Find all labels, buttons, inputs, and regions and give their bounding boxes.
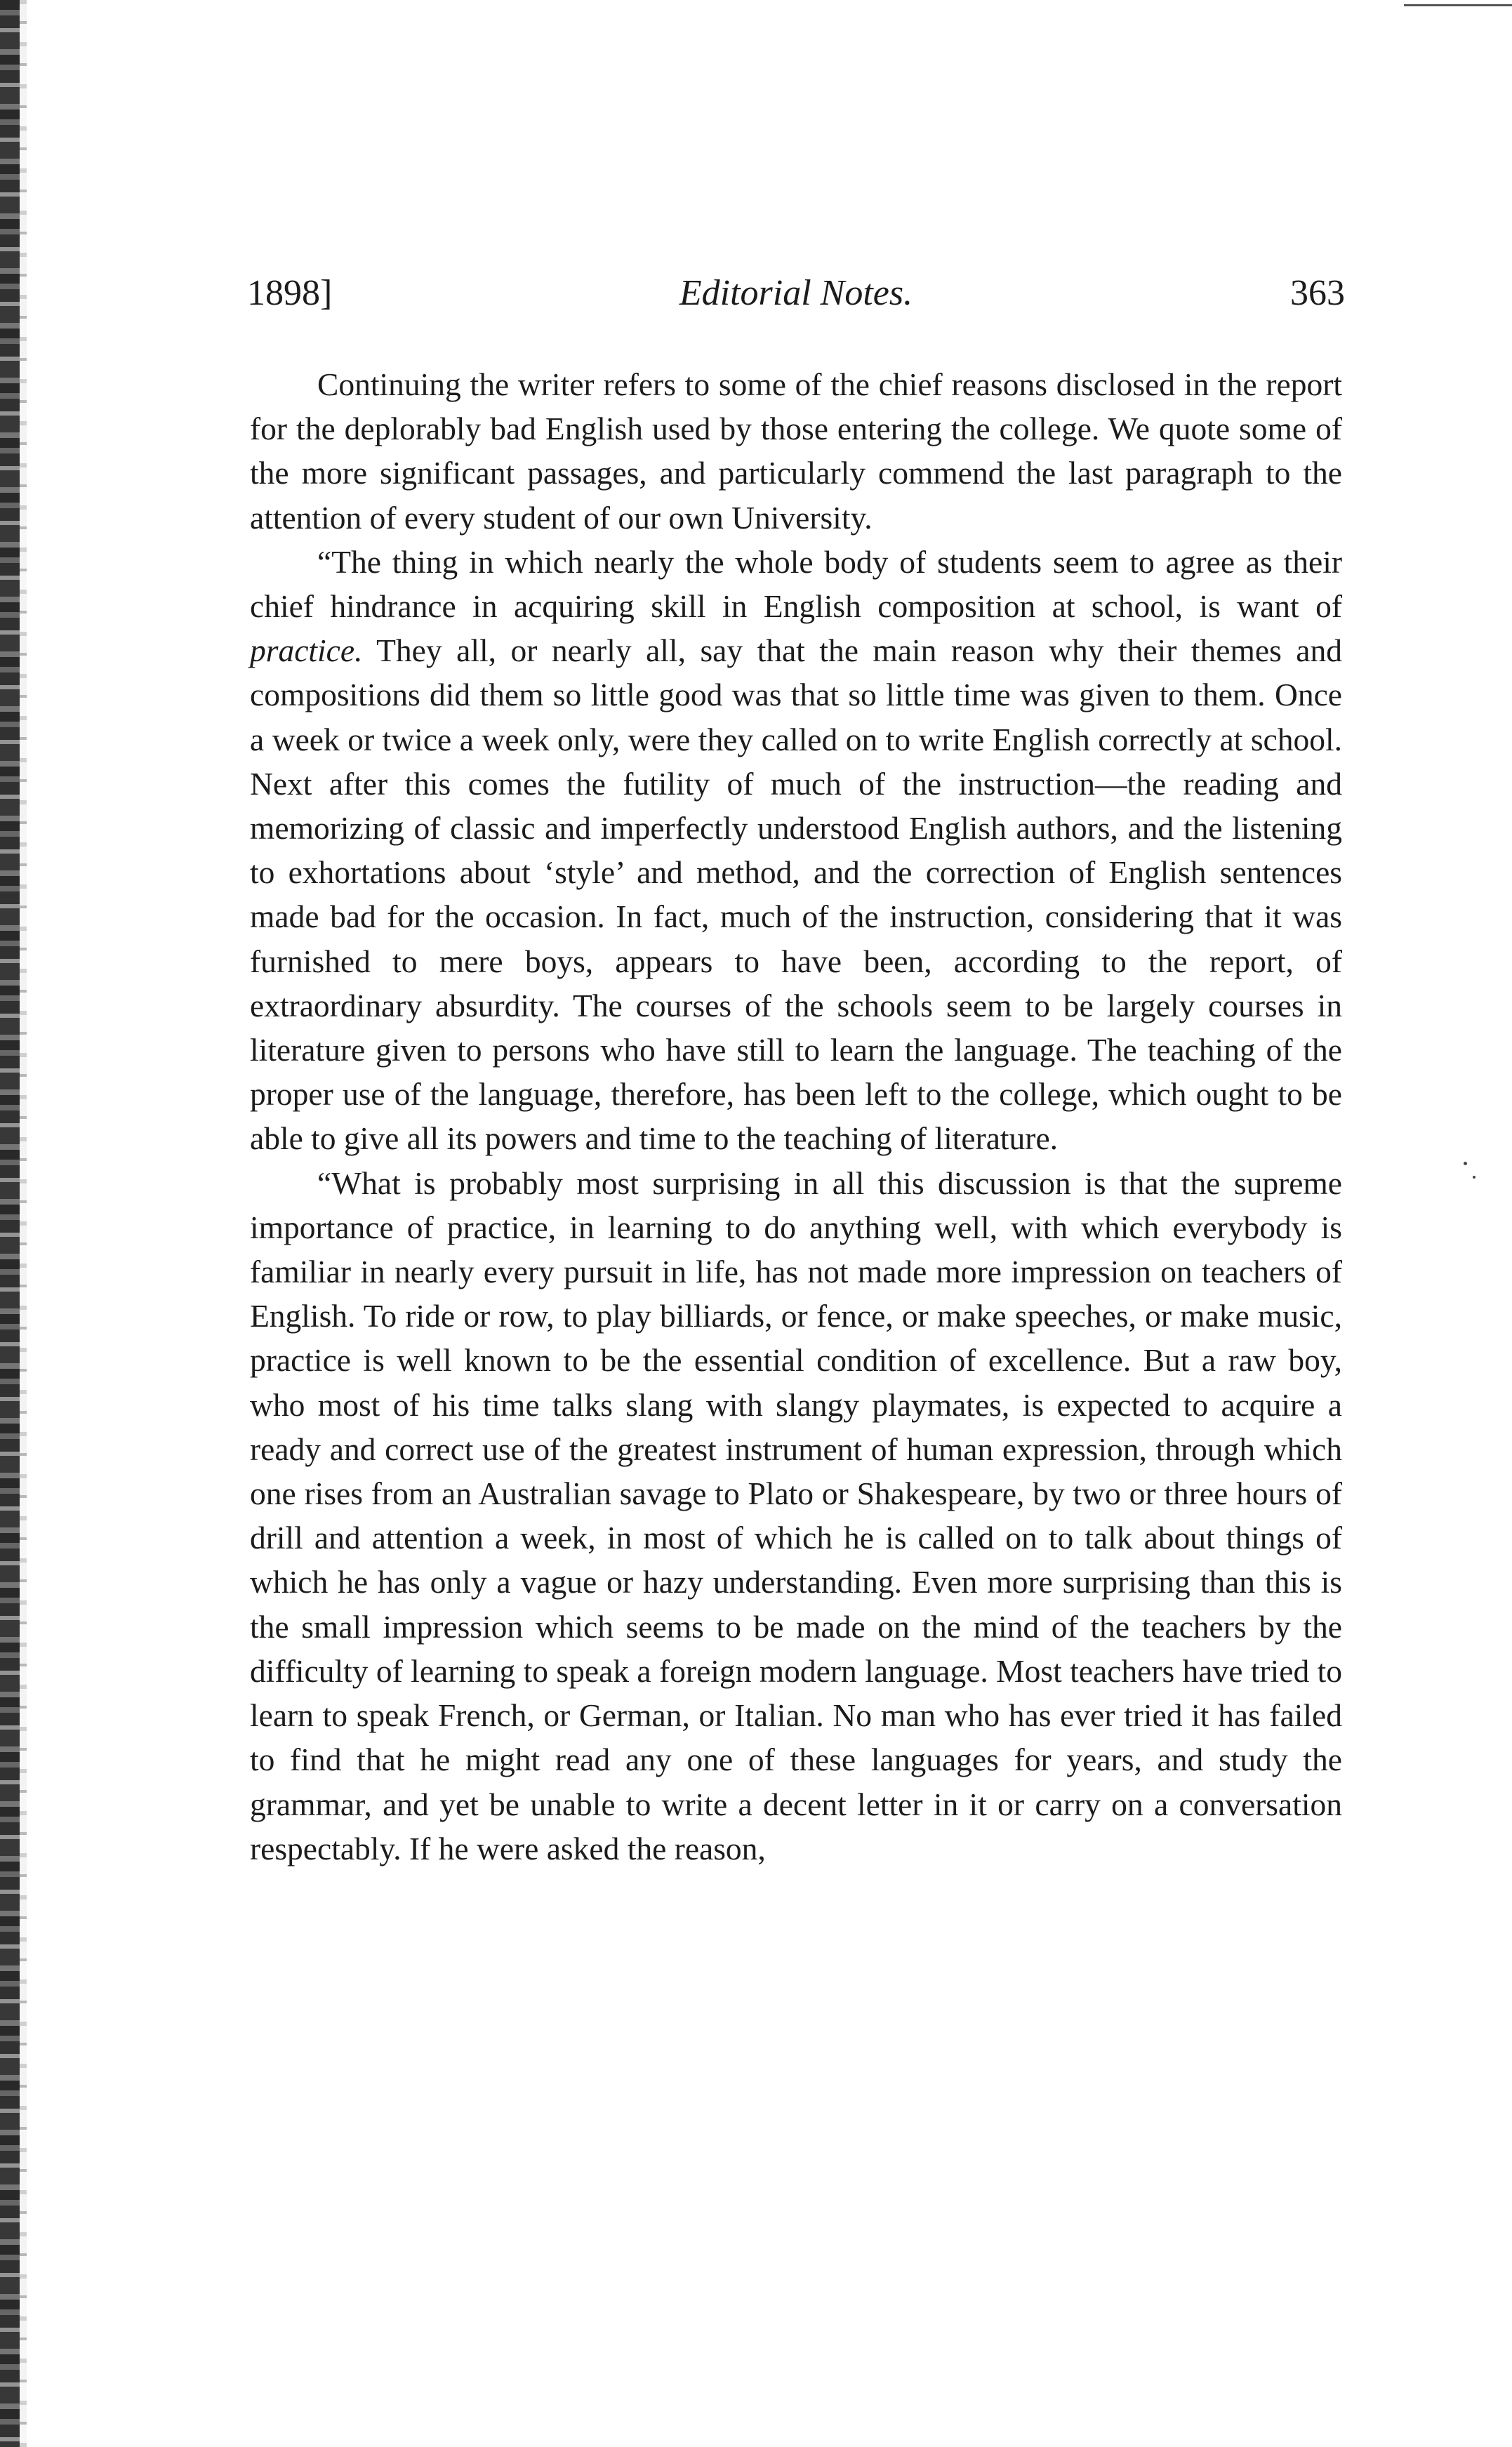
paragraph-1 <box>250 362 1342 540</box>
paragraph-3-text: “What is probably most surprising in all this discussion is that the supreme importance of practice, in learning to do anything well, with which everybody is familiar in nearly every pursuit in life, has not made more impression on teachers of English. To ride or row, to play billiards, or fence, or make speeches, or make music, practice is well known to be the essential condition of excellence. But a raw boy, who most of his time talks slang with slangy playmates, is expected to acquire a ready and correct use of the greatest instrument of human expression, through which one rises from an Australian savage to Plato or Shakespeare, by two or three hours of drill and attention a week, in most of which he is called on to talk about things of which he has only a vague or hazy understanding. Even more surprising than this is the small impression which seems to be made on the mind of the teachers by the difficulty of learning to speak a foreign modern language. Most teachers have tried to learn to speak French, or German, or Italian. No man who has ever tried it has failed to find that he might read any one of these languages for years, and study the grammar, and yet be unable to write a decent letter in it or carry on a conversation respectably. If he were asked the reason, <box>250 1165 1342 1866</box>
scan-binding-edge <box>0 0 20 2447</box>
paragraph-3 <box>250 1161 1342 1871</box>
paragraph-2-text-end: They all, or nearly all, say that the main reason why their themes and compositions did them so little good was that so little time was given to them. Once a week or twice a week only, were they called on to write English correctly at school. Next after this comes the futility of much of the instruction—the reading and memorizing of classic and imperfectly understood English authors, and the listening to exhortations about ‘style’ and method, and the correction of English sentences made bad for the occasion. In fact, much of the instruction, considering that it was furnished to mere boys, appears to have been, according to the report, of extraordinary absurdity. The courses of the schools seem to be largely courses in literature given to persons who have still to learn the language. The teaching of the proper use of the language, therefore, has been left to the college, which ought to be able to give all its powers and time to the teaching of literature. <box>250 632 1342 1157</box>
scan-speck <box>1473 1176 1475 1179</box>
body-text <box>250 362 1342 1871</box>
paragraph-2 <box>250 540 1342 1161</box>
scan-top-rule <box>1404 4 1512 6</box>
paragraph-1-text: Continuing the writer refers to some of the chief reasons disclosed in the report for the deplorably bad English used by those entering the college. We quote some of the more significant passages, and particularly commend the last paragraph to the attention of every student of our own University. <box>250 366 1342 536</box>
running-header <box>247 272 1345 321</box>
header-page-number: 363 <box>1290 273 1345 313</box>
scan-binding-shadow <box>20 0 27 2447</box>
header-year: 1898] <box>247 273 333 313</box>
scan-speck <box>1464 1162 1467 1165</box>
paragraph-2-italic: practice. <box>250 632 363 669</box>
header-section-title: Editorial Notes. <box>679 273 913 313</box>
paragraph-2-text-start: “The thing in which nearly the whole body of students seem to agree as their chief hindrance in acquiring skill in English composition at school, is want of <box>250 543 1342 625</box>
